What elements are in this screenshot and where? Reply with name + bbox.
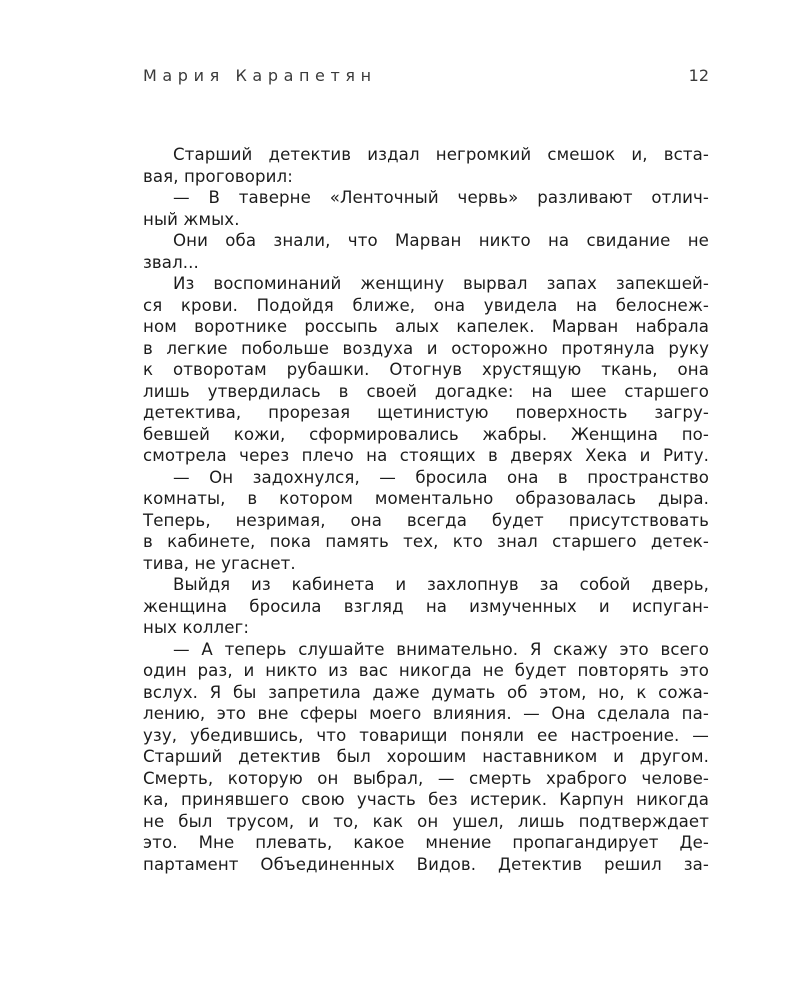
text-line: бевшей кожи, сформировались жабры. Женщина по-: [143, 424, 709, 444]
text-line: Смерть, которую он выбрал, — смерть храброго челове-: [143, 768, 709, 788]
text-line: один раз, и никто из вас никогда не будет повторять это: [143, 661, 709, 680]
text-line: ка, принявшего свою участь без истерик. Карпун никогда: [143, 790, 709, 809]
text-line: ном воротнике россыпь алых капелек. Марван набрала: [143, 317, 709, 336]
text-line: звал...: [143, 252, 199, 272]
page-number: 12: [688, 66, 709, 85]
body-text: [143, 144, 709, 875]
text-line: в легкие побольше воздуха и осторожно протянула руку: [143, 338, 709, 358]
text-line: лению, это вне сферы моего влияния. — Она сделала па-: [143, 704, 709, 723]
author-name: Мария Карапетян: [143, 66, 377, 85]
text-line: Старший детектив был хорошим наставником и другом.: [143, 747, 709, 766]
text-line: Выйдя из кабинета и захлопнув за собой дверь,: [173, 575, 709, 594]
text-line: Из воспоминаний женщину вырвал запах запекшей-: [173, 274, 709, 293]
text-line: в кабинете, пока память тех, кто знал старшего детек-: [143, 532, 709, 551]
text-line: женщина бросила взгляд на измученных и испуган-: [143, 596, 709, 616]
text-line: партамент Объединенных Видов. Детектив решил за-: [143, 854, 709, 874]
text-line: Старший детектив издал негромкий смешок и, вста-: [173, 145, 709, 164]
text-line: вслух. Я бы запретила даже думать об этом, но, к сожа-: [143, 682, 709, 702]
text-line: детектива, прорезая щетинистую поверхность загру-: [143, 403, 709, 422]
text-line: — В таверне «Ленточный червь» разливают отлич-: [173, 188, 709, 207]
text-line: Теперь, незримая, она всегда будет присутствовать: [143, 510, 709, 530]
text-line: — А теперь слушайте внимательно. Я скажу это всего: [173, 639, 709, 659]
text-line: ся крови. Подойдя ближе, она увидела на белоснеж-: [143, 295, 709, 315]
text-line: тива, не угаснет.: [143, 553, 296, 573]
text-line: вая, проговорил:: [143, 166, 293, 186]
text-line: ных коллег:: [143, 618, 250, 637]
text-line: это. Мне плевать, какое мнение пропагандирует Де-: [143, 833, 709, 852]
text-line: ный жмых.: [143, 209, 240, 229]
text-line: смотрела через плечо на стоящих в дверях Хека и Риту.: [143, 446, 709, 465]
text-line: лишь утвердилась в своей догадке: на шее старшего: [143, 381, 709, 401]
text-line: — Он задохнулся, — бросила она в пространство: [173, 467, 709, 487]
text-line: узу, убедившись, что товарищи поняли ее настроение. —: [143, 725, 709, 745]
running-head: [143, 66, 709, 92]
text-line: комнаты, в котором моментально образовалась дыра.: [143, 489, 709, 508]
text-line: Они оба знали, что Марван никто на свидание не: [173, 231, 709, 250]
text-line: к отворотам рубашки. Отогнув хрустящую ткань, она: [143, 360, 709, 379]
text-line: не был трусом, и то, как он ушел, лишь подтверждает: [143, 811, 709, 831]
